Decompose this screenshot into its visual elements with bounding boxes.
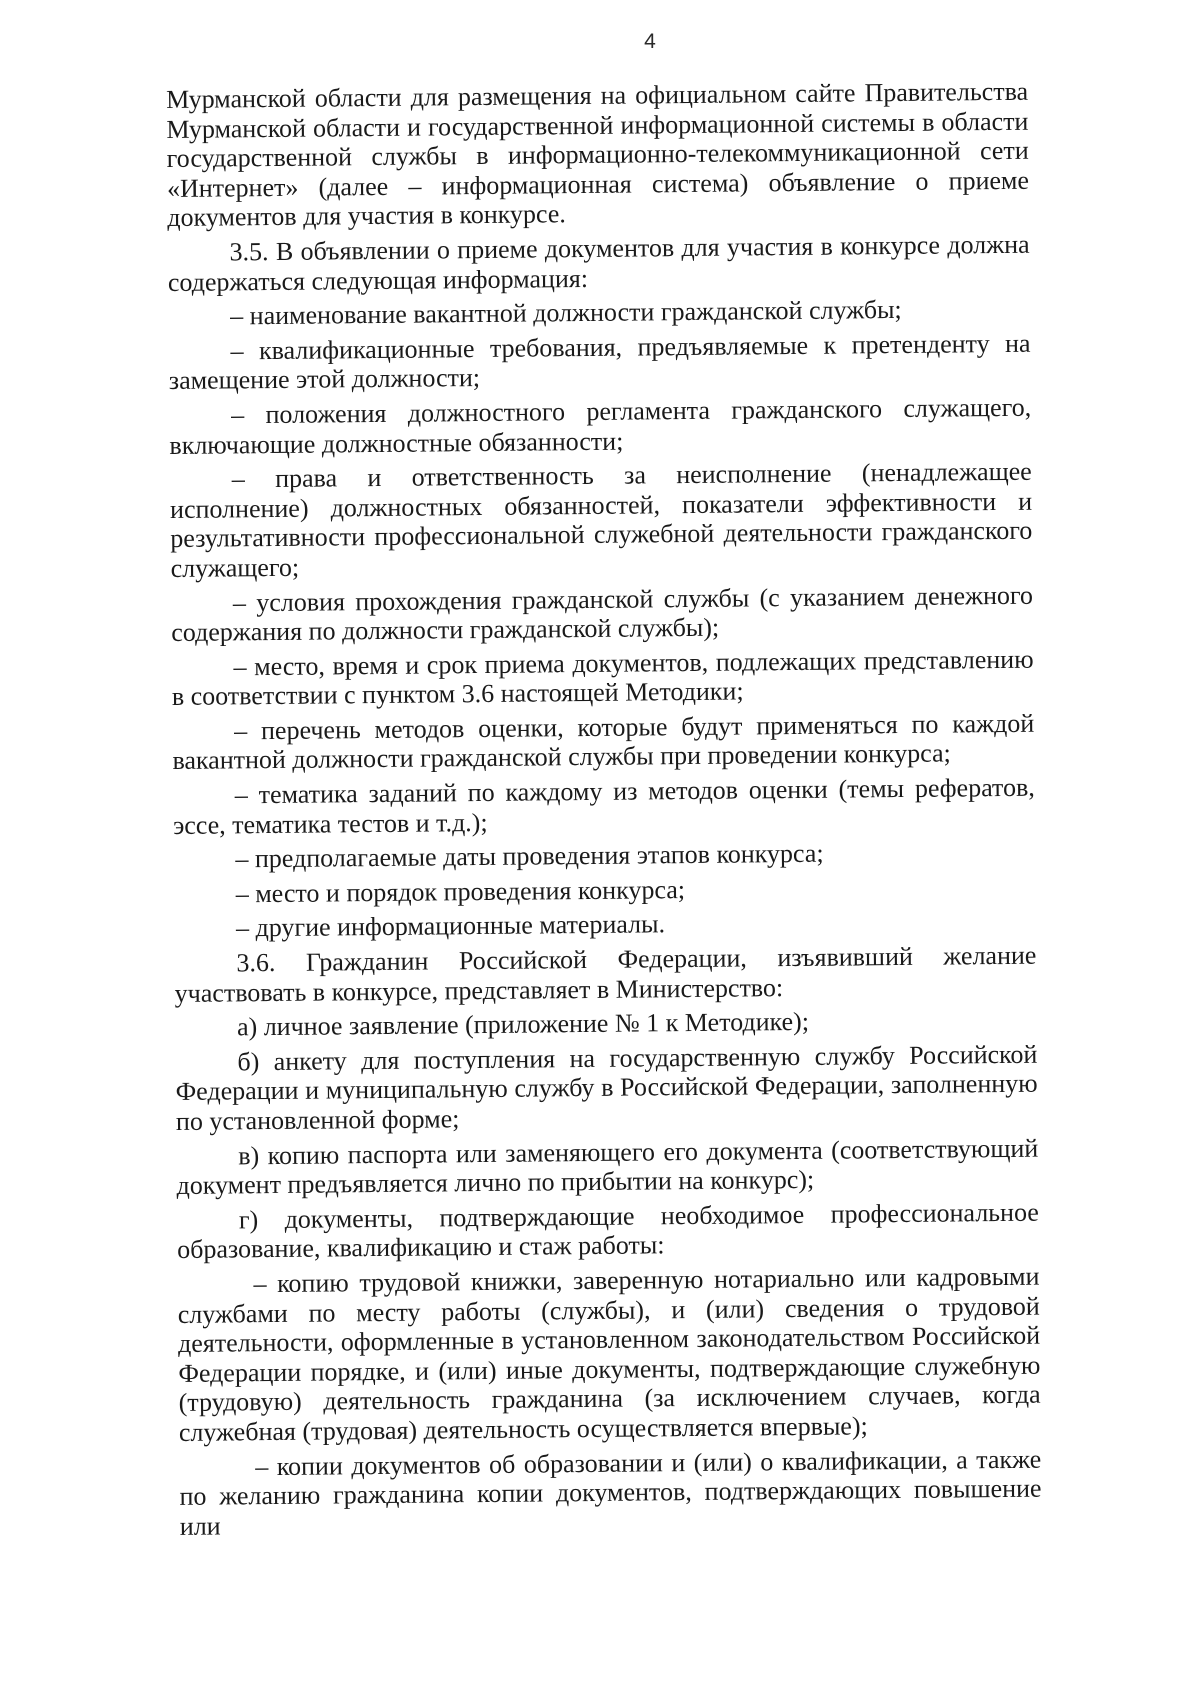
list-item: – место и порядок проведения конкурса; (235, 874, 686, 909)
list-item: – место, время и срок приема документов, подлежащих представлению в соответствии с пунктом 3.6 настоящей Методики; (171, 644, 1034, 712)
list-item: – перечень методов оценки, которые будут применяться по каждой вакантной должности гражданской службы при проведении конкурса; (172, 708, 1035, 776)
list-item: – условия прохождения гражданской службы (с указанием денежного содержания по должности гражданской службы); (171, 580, 1034, 648)
paragraph-intro: Мурманской области для размещения на официальном сайте Правительства Мурманской области и государственной информационной системы в области государственной службы в информационно-телекоммуникационной сети «Интернет» (далее – информационная система) объявление о приеме документов для участия в конкурсе. (166, 76, 1030, 233)
paragraph-3-5: 3.5. В объявлении о приеме документов для участия в конкурсе должна содержаться следующая информация: (167, 229, 1030, 297)
list-item: б) анкету для поступления на государственную службу Российской Федерации и муниципальную службу в Российской Федерации, заполненную по установленной форме; (175, 1039, 1038, 1136)
list-item: – тематика заданий по каждому из методов оценки (темы рефератов, эссе, тематика тестов и т.д.); (172, 772, 1035, 840)
list-item: а) личное заявление (приложение № 1 к Методике); (236, 1007, 810, 1042)
paragraph-3-6: 3.6. Гражданин Российской Федерации, изъявивший желание участвовать в конкурсе, представляет в Министерство: (174, 940, 1037, 1008)
document-body (166, 77, 1042, 1547)
list-item: г) документы, подтверждающие необходимое профессиональное образование, квалификацию и стаж работы: (177, 1197, 1039, 1265)
list-item: – другие информационные материалы. (235, 909, 666, 943)
list-item: – копию трудовой книжки, заверенную нотариально или кадровыми службами по месту работы (службы), и (или) сведения о трудовой деятельности, оформленные в установленном законодательством Российской Федерации порядке, и (или) иные документы, подтверждающие служебную (трудовую) деятельность гражданина (за исключением случаев, когда служебная (трудовая) деятельность осуществляется впервые); (177, 1261, 1041, 1447)
list-item: – квалификационные требования, предъявляемые к претенденту на замещение этой должности; (168, 328, 1031, 396)
page-number: 4 (644, 30, 656, 53)
list-item: – копии документов об образовании и (или) о квалификации, а также по желанию гражданина копии документов, подтверждающих повышение или (179, 1444, 1042, 1541)
list-item: – наименование вакантной должности гражданской службы; (230, 295, 902, 331)
list-item: – права и ответственность за неисполнение (ненадлежащее исполнение) должностных обязанностей, показатели эффективности и результативности профессиональной служебной деятельности гражданского служащего; (169, 456, 1033, 583)
list-item: – положения должностного регламента гражданского служащего, включающие должностные обязанности; (169, 392, 1032, 460)
list-item: в) копию паспорта или заменяющего его документа (соответствующий документ предъявляется лично по прибытии на конкурс); (176, 1133, 1039, 1201)
list-item: – предполагаемые даты проведения этапов конкурса; (235, 838, 824, 874)
